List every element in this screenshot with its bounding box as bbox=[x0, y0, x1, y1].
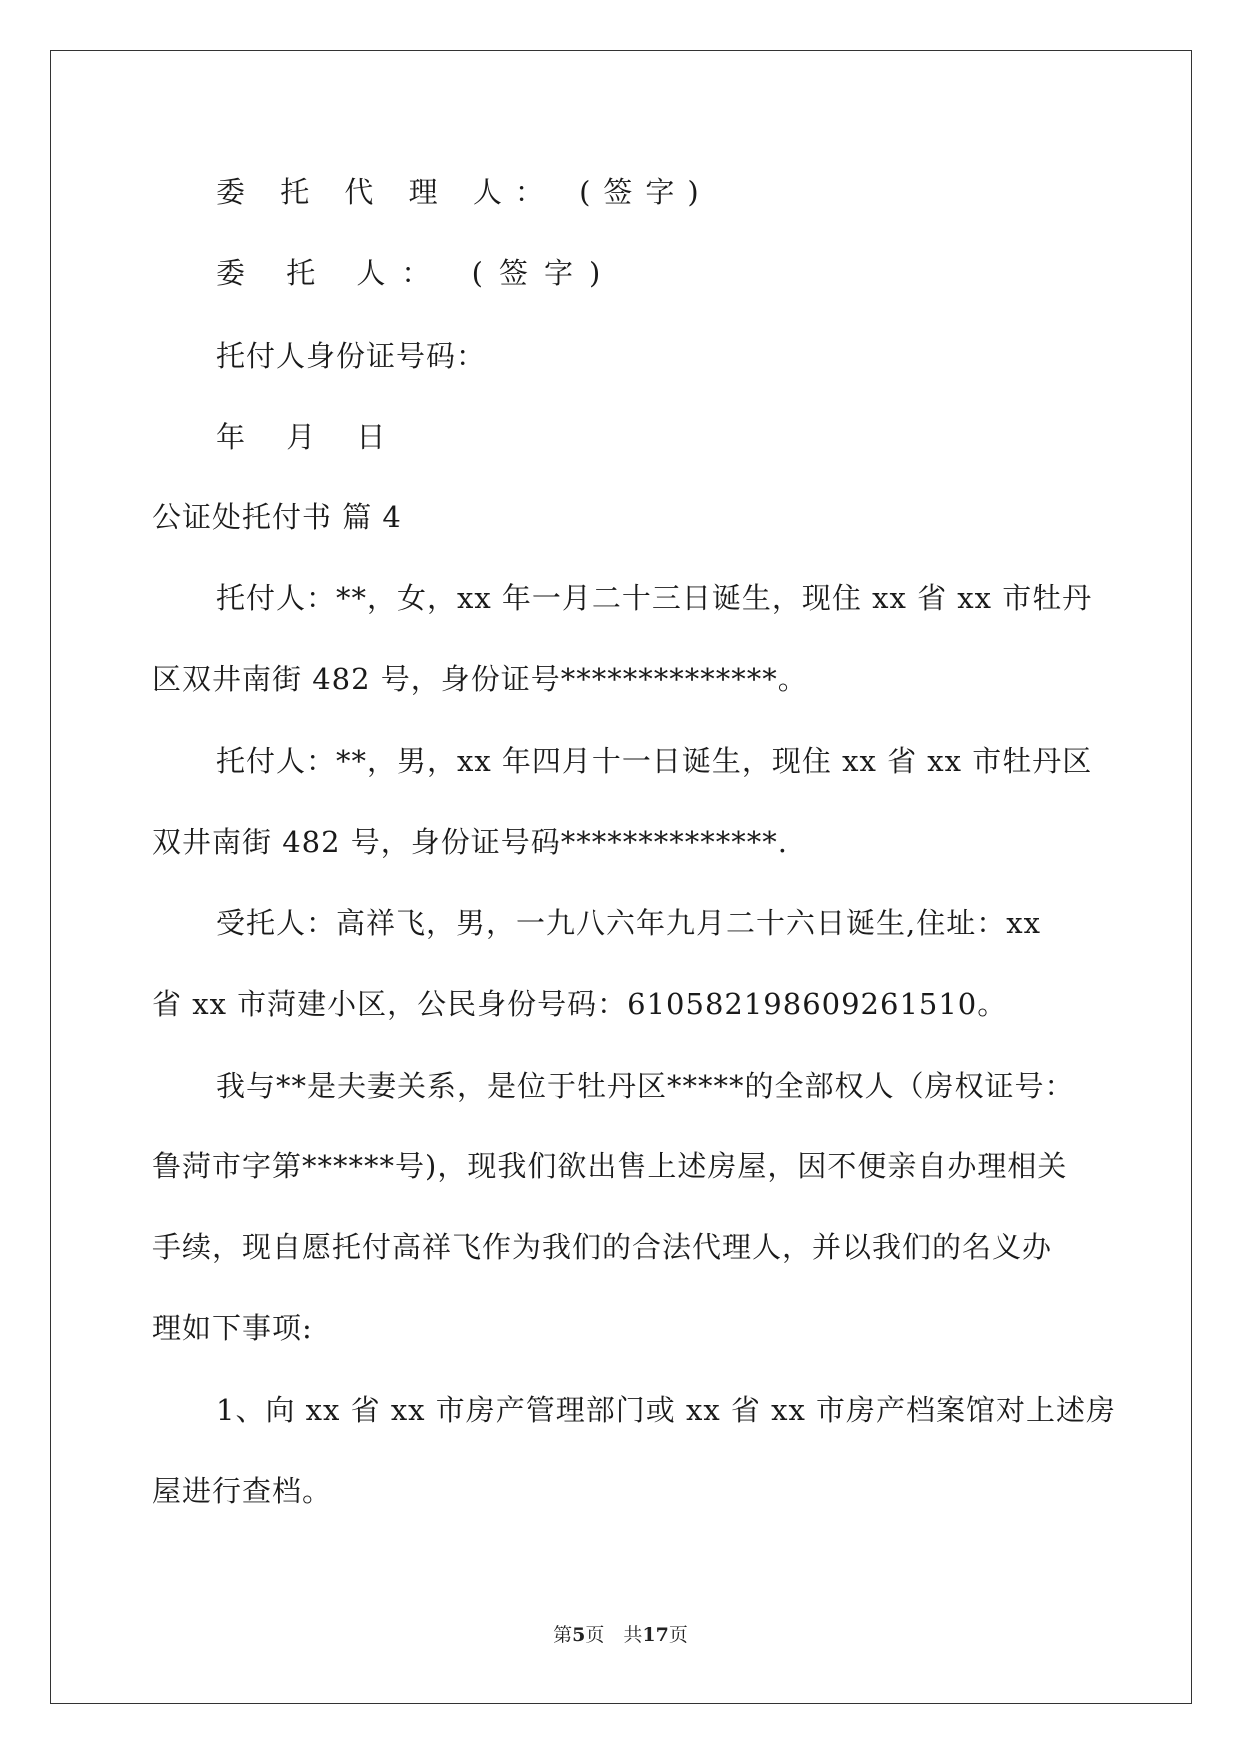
footer-suffix: 页 bbox=[668, 1624, 688, 1646]
section-heading: 公证处托付书 篇 4 bbox=[152, 500, 402, 534]
footer-middle: 页 共 bbox=[585, 1624, 643, 1646]
paragraph-statement-line-1: 我与**是夫妻关系，是位于牡丹区*****的全部权人（房权证号： bbox=[216, 1069, 1075, 1103]
paragraph-item-1-line-1: 1、向 xx 省 xx 市房产管理部门或 xx 省 xx 市房产档案馆对上述房 bbox=[216, 1393, 1117, 1427]
paragraph-principal-1-line-1: 托付人：**，女，xx 年一月二十三日诞生，现住 xx 省 xx 市牡丹 bbox=[216, 581, 1093, 615]
principal-signature-line: 委 托 人： (签字) bbox=[216, 256, 617, 290]
footer-prefix: 第 bbox=[553, 1624, 573, 1646]
paragraph-principal-1-line-2: 区双井南街 482 号，身份证号**************。 bbox=[152, 662, 808, 696]
principal-id-line: 托付人身份证号码： bbox=[216, 339, 487, 373]
paragraph-item-1-line-2: 屋进行查档。 bbox=[152, 1474, 333, 1508]
page-footer bbox=[0, 1623, 1241, 1647]
paragraph-principal-2-line-1: 托付人：**，男，xx 年四月十一日诞生，现住 xx 省 xx 市牡丹区 bbox=[216, 744, 1093, 778]
paragraph-principal-2-line-2: 双井南街 482 号，身份证号码**************. bbox=[152, 825, 789, 859]
paragraph-statement-line-3: 手续，现自愿托付高祥飞作为我们的合法代理人，并以我们的名义办 bbox=[152, 1230, 1053, 1264]
paragraph-trustee-line-1: 受托人：高祥飞，男，一九八六年九月二十六日诞生,住址：xx bbox=[216, 906, 1041, 940]
page-border bbox=[50, 50, 1192, 1704]
paragraph-trustee-line-2: 省 xx 市菏建小区，公民身份号码：610582198609261510。 bbox=[152, 987, 1008, 1021]
paragraph-statement-line-2: 鲁菏市字第******号)，现我们欲出售上述房屋，因不便亲自办理相关 bbox=[152, 1149, 1068, 1183]
footer-page-number: 5 bbox=[572, 1624, 586, 1646]
date-line: 年 月 日 bbox=[216, 420, 402, 454]
paragraph-statement-line-4: 理如下事项: bbox=[152, 1311, 313, 1345]
agent-signature-line: 委 托 代 理 人： (签字) bbox=[216, 175, 712, 209]
footer-total-pages: 17 bbox=[642, 1624, 669, 1646]
